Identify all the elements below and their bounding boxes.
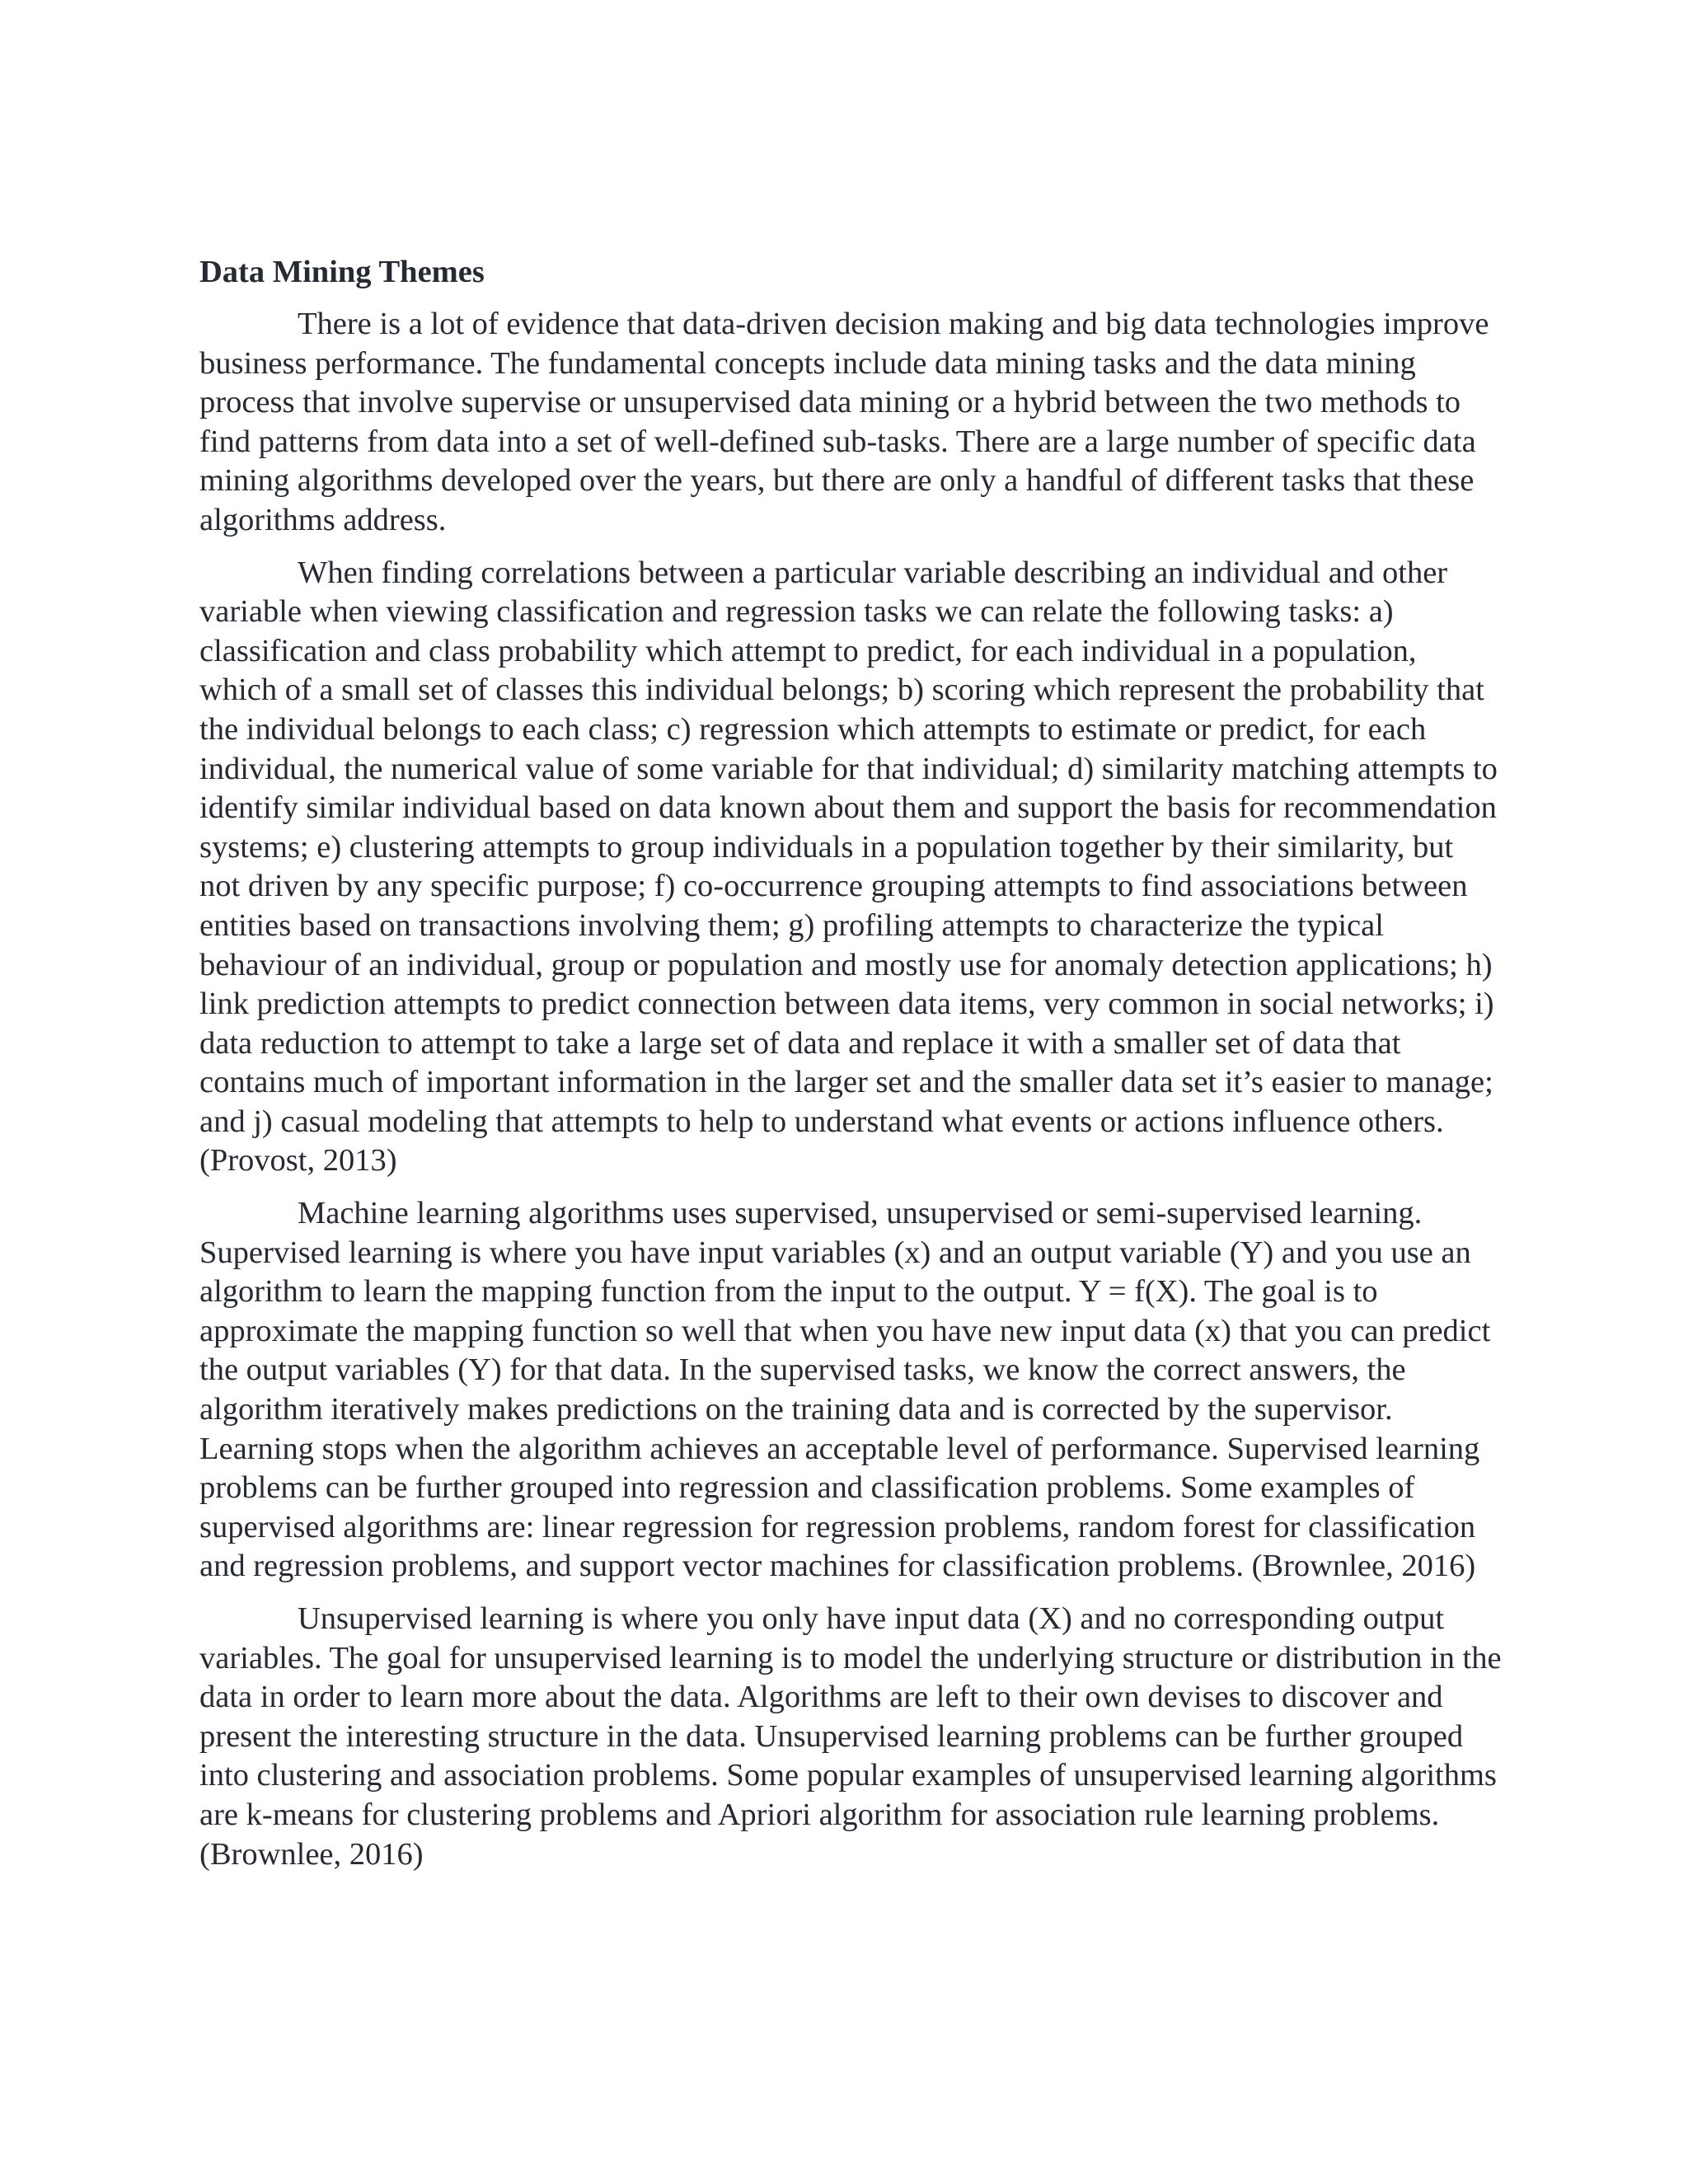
paragraph-supervised: Machine learning algorithms uses supervised, unsupervised or semi-supervised learning. Supervised learning is where you have input variables (x) and an output variable (Y) and you use an algorithm to learn the mapping function from the input to the output. Y = f(X). The goal is to approximate the mapping function so well that when you have new input data (x) that you can predict the output variables (Y) for that data. In the supervised tasks, we know the correct answers, the algorithm iteratively makes predictions on the training data and is corrected by the supervisor. Learning stops when the algorithm achieves an acceptable level of performance. Supervised learning problems can be further grouped into regression and classification problems. Some examples of supervised algorithms are: linear regression for regression problems, random forest for classification and regression problems, and support vector machines for classification problems. (Brownlee, 2016) [199, 1196, 1491, 1584]
paragraph-tasks: When finding correlations between a particular variable describing an individual and other variable when viewing classification and regression tasks we can relate the following tasks: a) classification and class probability which attempt to predict, for each individual in a population, which of a small set of classes this individual belongs; b) scoring which represent the probability that the individual belongs to each class; c) regression which attempts to estimate or predict, for each individual, the numerical value of some variable for that individual; d) similarity matching attempts to identify similar individual based on data known about them and support the basis for recommendation systems; e) clustering attempts to group individuals in a population together by their similarity, but not driven by any specific purpose; f) co-occurrence grouping attempts to find associations between entities based on transactions involving them; g) profiling attempts to characterize the typical behaviour of an individual, group or population and mostly use for anomaly detection applications; h) link prediction attempts to predict connection between data items, very common in social networks; i) data reduction to attempt to take a large set of data and replace it with a smaller set of data that contains much of important information in the larger set and the smaller data set it’s easier to manage; and j) casual modeling that attempts to help to understand what events or actions influence others. (Provost, 2013) [199, 555, 1498, 1179]
document-body [199, 252, 1502, 1874]
section-heading: Data Mining Themes [199, 255, 485, 289]
paragraph-intro: There is a lot of evidence that data-driven decision making and big data technologies improve business performance. The fundamental concepts include data mining tasks and the data mining process that involve supervise or unsupervised data mining or a hybrid between the two methods to find patterns from data into a set of well-defined sub-tasks. There are a large number of specific data mining algorithms developed over the years, but there are only a handful of different tasks that these algorithms address. [199, 307, 1489, 537]
paragraph-unsupervised: Unsupervised learning is where you only have input data (X) and no corresponding output variables. The goal for unsupervised learning is to model the underlying structure or distribution in the data in order to learn more about the data. Algorithms are left to their own devises to discover and present the interesting structure in the data. Unsupervised learning problems can be further grouped into clustering and association problems. Some popular examples of unsupervised learning algorithms are k-means for clustering problems and Apriori algorithm for association rule learning problems. (Brownlee, 2016) [199, 1601, 1502, 1872]
